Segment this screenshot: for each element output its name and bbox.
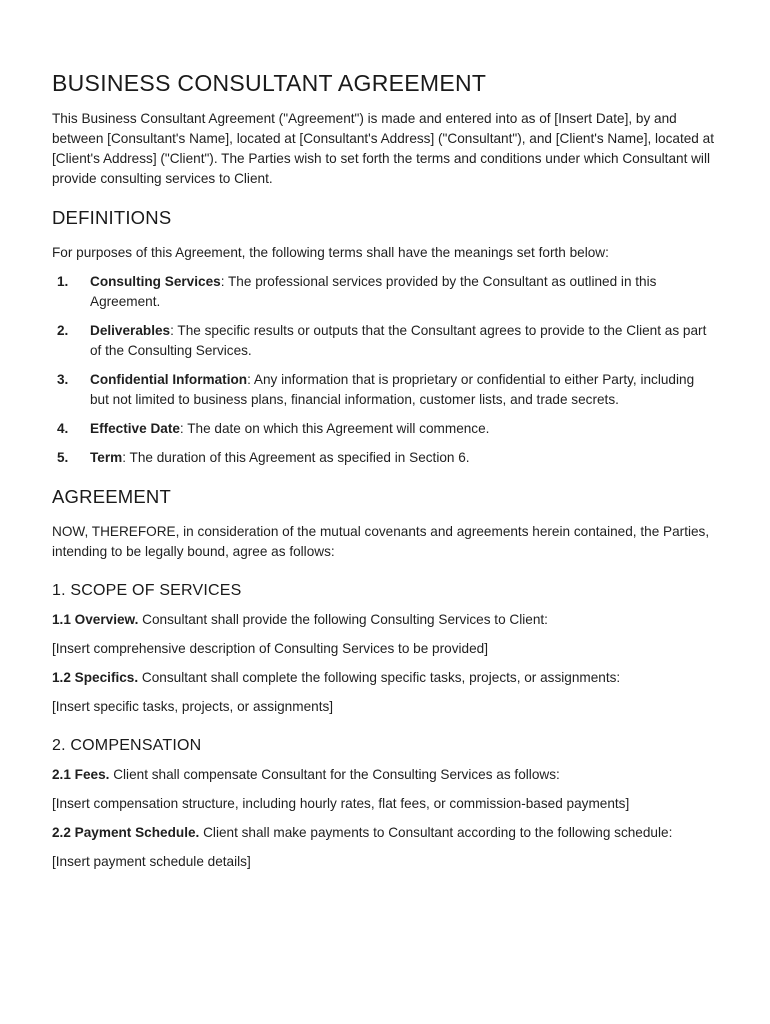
list-item	[52, 272, 720, 312]
definitions-list	[52, 272, 720, 468]
definition-text: : The duration of this Agreement as specified in Section 6.	[122, 450, 470, 465]
placeholder-payment-schedule: [Insert payment schedule details]	[52, 854, 251, 869]
clause-text: Consultant shall complete the following specific tasks, projects, or assignments:	[138, 670, 621, 685]
compensation-heading: 2. COMPENSATION	[52, 737, 202, 754]
clause-label: 2.2 Payment Schedule.	[52, 825, 200, 840]
definition-text: : The specific results or outputs that the Consultant agrees to provide to the Client as part of the Consulting Services.	[90, 323, 707, 358]
list-item	[52, 448, 720, 468]
definition-text: : The professional services provided by the Consultant as outlined in this Agreement.	[90, 274, 657, 309]
clause-1-2	[52, 668, 720, 688]
list-number: 1.	[57, 274, 69, 289]
list-item	[52, 370, 720, 410]
placeholder-specific-tasks: [Insert specific tasks, projects, or assignments]	[52, 699, 334, 714]
defined-term: Consulting Services	[90, 274, 221, 289]
list-number: 4.	[57, 421, 69, 436]
placeholder-compensation-structure: [Insert compensation structure, including hourly rates, flat fees, or commission-based payments]	[52, 796, 630, 811]
list-number: 2.	[57, 323, 69, 338]
defined-term: Confidential Information	[90, 372, 248, 387]
document-title: BUSINESS CONSULTANT AGREEMENT	[52, 70, 487, 96]
clause-text: Client shall compensate Consultant for the Consulting Services as follows:	[109, 767, 560, 782]
agreement-heading: AGREEMENT	[52, 486, 171, 507]
clause-1-1	[52, 610, 720, 630]
placeholder-services-description: [Insert comprehensive description of Consulting Services to be provided]	[52, 641, 488, 656]
list-number: 3.	[57, 372, 69, 387]
definitions-heading: DEFINITIONS	[52, 207, 172, 228]
defined-term: Term	[90, 450, 123, 465]
list-item	[52, 419, 720, 439]
definitions-lead: For purposes of this Agreement, the following terms shall have the meanings set forth below:	[52, 245, 609, 260]
clause-label: 1.1 Overview.	[52, 612, 139, 627]
intro-paragraph: This Business Consultant Agreement ("Agreement") is made and entered into as of [Insert Date], by and between [Consultant's Name], located at [Consultant's Address] ("Consultant"), and [Client's Name], located at [Client's Address] ("Client"). The Parties wish to set forth the terms and conditions under which Consultant will provide consulting services to Client.	[52, 111, 714, 186]
defined-term: Deliverables	[90, 323, 171, 338]
list-number: 5.	[57, 450, 69, 465]
clause-text: Consultant shall provide the following Consulting Services to Client:	[138, 612, 548, 627]
defined-term: Effective Date	[90, 421, 180, 436]
definition-text: : Any information that is proprietary or confidential to either Party, including but not limited to business plans, financial information, customer lists, and trade secrets.	[90, 372, 695, 407]
clause-2-2	[52, 823, 720, 843]
scope-heading: 1. SCOPE OF SERVICES	[52, 582, 242, 599]
clause-2-1	[52, 765, 720, 785]
clause-text: Client shall make payments to Consultant according to the following schedule:	[199, 825, 673, 840]
clause-label: 2.1 Fees.	[52, 767, 110, 782]
agreement-paragraph: NOW, THEREFORE, in consideration of the mutual covenants and agreements herein contained, the Parties, intending to be legally bound, agree as follows:	[52, 524, 710, 559]
definition-text: : The date on which this Agreement will commence.	[179, 421, 490, 436]
list-item	[52, 321, 720, 361]
clause-label: 1.2 Specifics.	[52, 670, 139, 685]
